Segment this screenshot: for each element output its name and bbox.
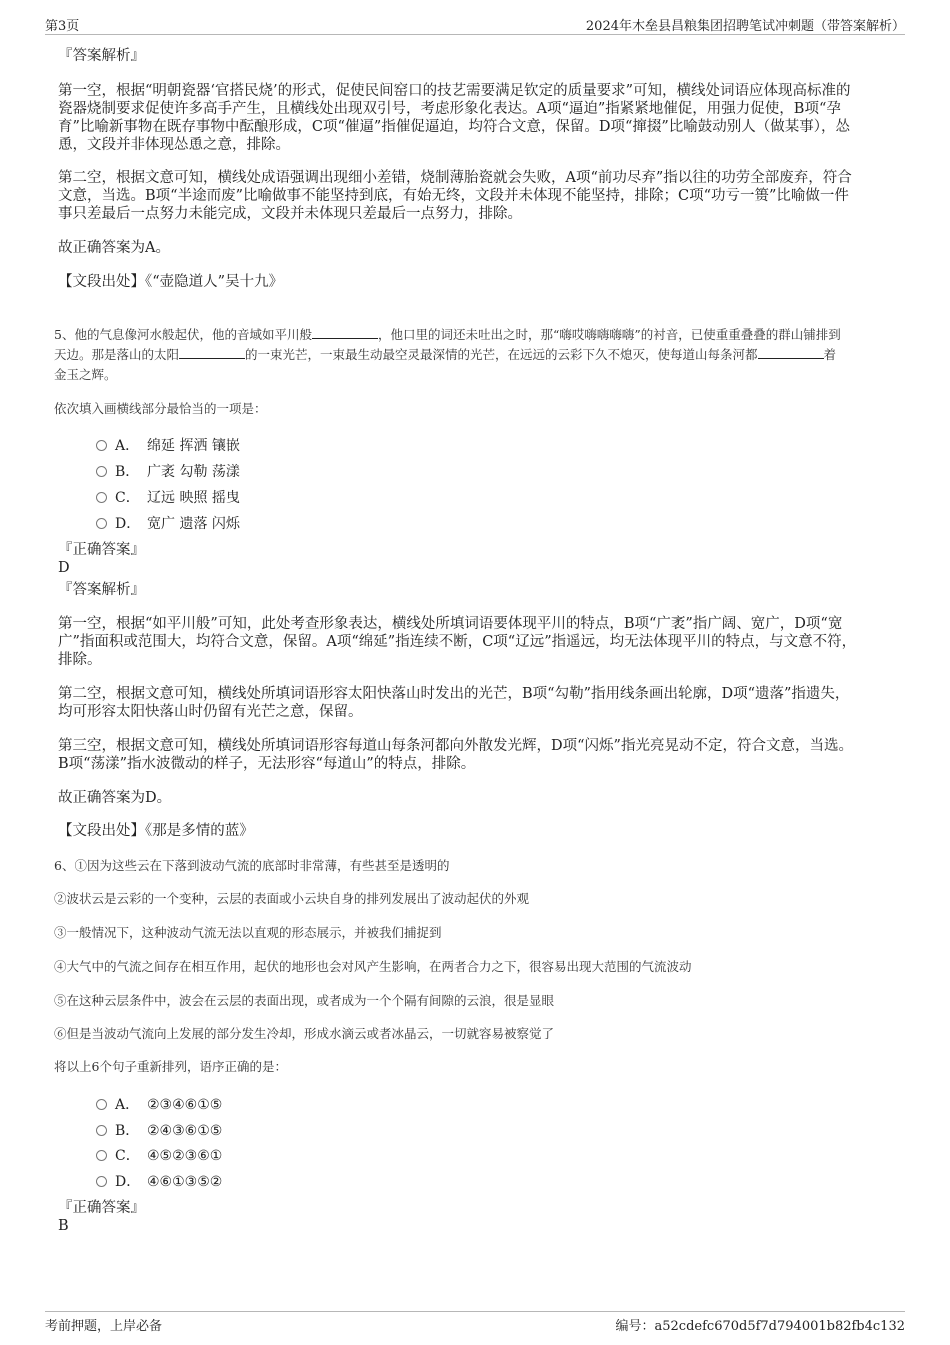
radio-icon[interactable] [96,466,107,477]
radio-icon[interactable] [96,492,107,503]
q4-source: 【文段出处】《“壶隐道人”吴十九》 [58,274,284,290]
q6-option-a[interactable]: A． ②③④⑥①⑤ [96,1094,222,1114]
radio-icon[interactable] [96,1125,107,1136]
q6-option-c[interactable]: C． ④⑤②③⑥① [96,1145,222,1165]
fill-blank [179,346,245,359]
fill-blank [312,326,378,339]
page-footer [45,1311,905,1332]
q6-answer: B [58,1218,69,1234]
document-serial: 编号：a52cdefc670d5f7d794001b82fb4c132 [615,1319,905,1334]
q5-option-b[interactable]: B． 广袤 勾勒 荡漾 [96,461,240,481]
q5-option-d[interactable]: D． 宽广 遗落 闪烁 [96,513,240,533]
page-header [45,14,905,35]
page-number: 第3页 [45,19,80,34]
document-title: 2024年木垒县昌粮集团招聘笔试冲刺题（带答案解析） [585,19,905,34]
radio-icon[interactable] [96,1099,107,1110]
q5-prompt: 依次填入画横线部分最恰当的一项是： [54,401,267,416]
q5-conclusion: 故正确答案为D。 [58,790,172,806]
q5-answer-label: 『正确答案』 [58,542,145,558]
q6-option-d[interactable]: D． ④⑥①③⑤② [96,1171,222,1191]
q5-analysis-label: 『答案解析』 [58,582,145,598]
q6-option-b[interactable]: B． ②④③⑥①⑤ [96,1120,222,1140]
q5-source: 【文段出处】《那是多情的蓝》 [58,823,254,839]
q5-option-c[interactable]: C． 辽远 映照 摇曳 [96,487,240,507]
q4-analysis-label: 『答案解析』 [58,48,145,64]
radio-icon[interactable] [96,1150,107,1161]
radio-icon[interactable] [96,1176,107,1187]
q5-option-a[interactable]: A． 绵延 挥洒 镶嵌 [96,435,240,455]
q5-answer: D [58,560,70,576]
fill-blank [758,346,824,359]
radio-icon[interactable] [96,440,107,451]
footer-slogan: 考前押题，上岸必备 [45,1319,163,1334]
q6-prompt: 将以上6个句子重新排列，语序正确的是： [54,1059,287,1074]
radio-icon[interactable] [96,518,107,529]
q4-conclusion: 故正确答案为A。 [58,240,170,256]
q6-answer-label: 『正确答案』 [58,1200,145,1216]
